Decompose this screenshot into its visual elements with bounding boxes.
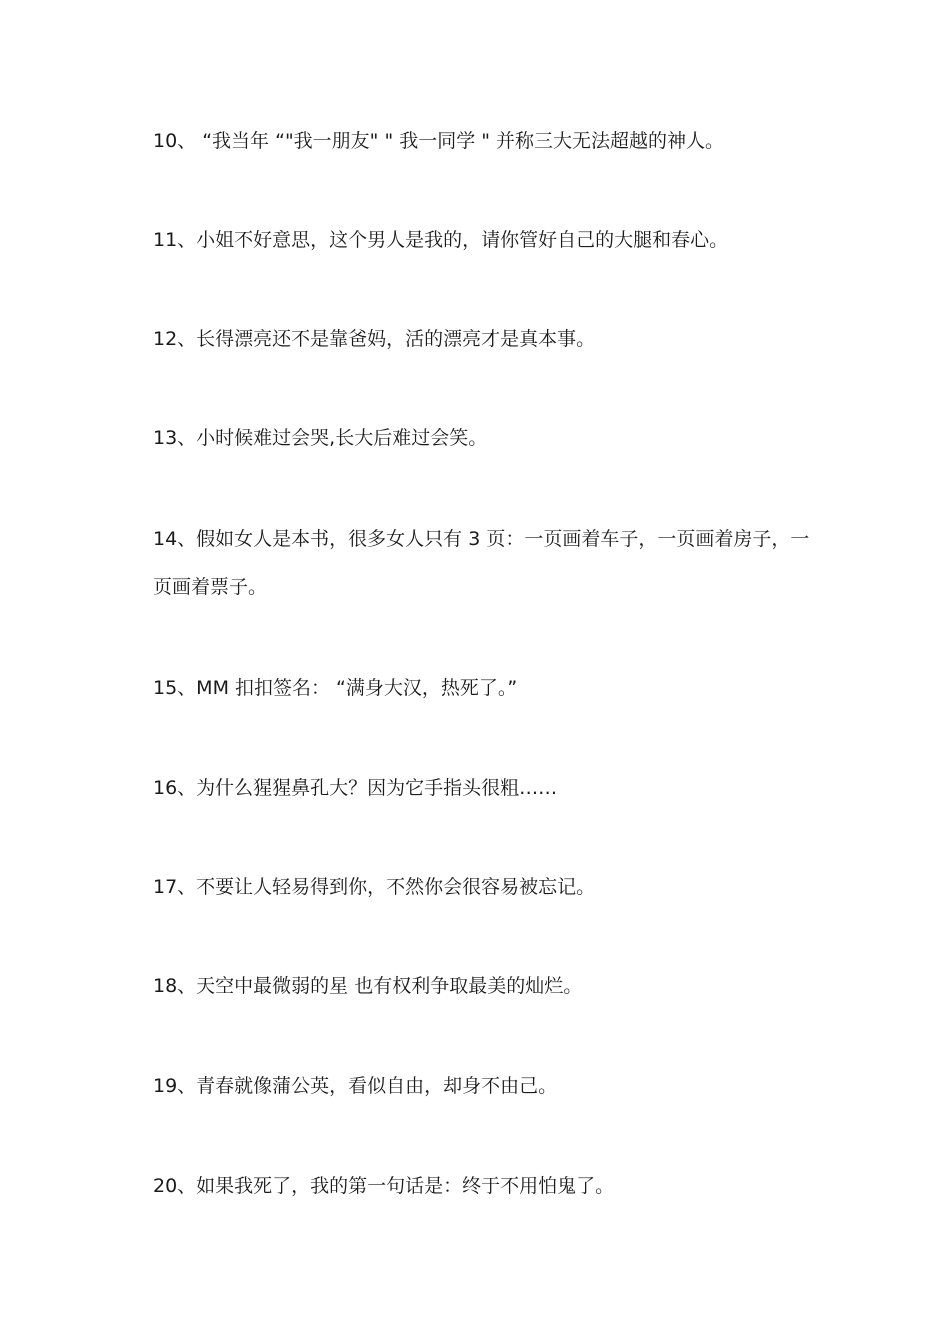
list-item: 13、小时候难过会哭,长大后难过会笑。 <box>153 427 488 449</box>
list-item: 17、不要让人轻易得到你，不然你会很容易被忘记。 <box>153 876 596 898</box>
list-item: 12、长得漂亮还不是靠爸妈，活的漂亮才是真本事。 <box>153 328 596 350</box>
list-item: 16、为什么猩猩鼻孔大？因为它手指头很粗…… <box>153 777 558 799</box>
list-item: 20、如果我死了，我的第一句话是：终于不用怕鬼了。 <box>153 1175 615 1197</box>
list-item: 11、小姐不好意思，这个男人是我的，请你管好自己的大腿和春心。 <box>153 229 729 251</box>
list-item: 10、 “我当年 “"我一朋友" " 我一同学 " 并称三大无法超越的神人。 <box>153 130 725 152</box>
list-item: 15、MM 扣扣签名： “满身大汉，热死了。” <box>153 677 518 699</box>
list-item: 18、天空中最微弱的星 也有权利争取最美的灿烂。 <box>153 975 583 997</box>
list-item: 14、假如女人是本书，很多女人只有 3 页：一页画着车子，一页画着房子，一页画着票子。 <box>153 528 810 598</box>
list-item: 19、青春就像蒲公英，看似自由，却身不由己。 <box>153 1075 558 1097</box>
